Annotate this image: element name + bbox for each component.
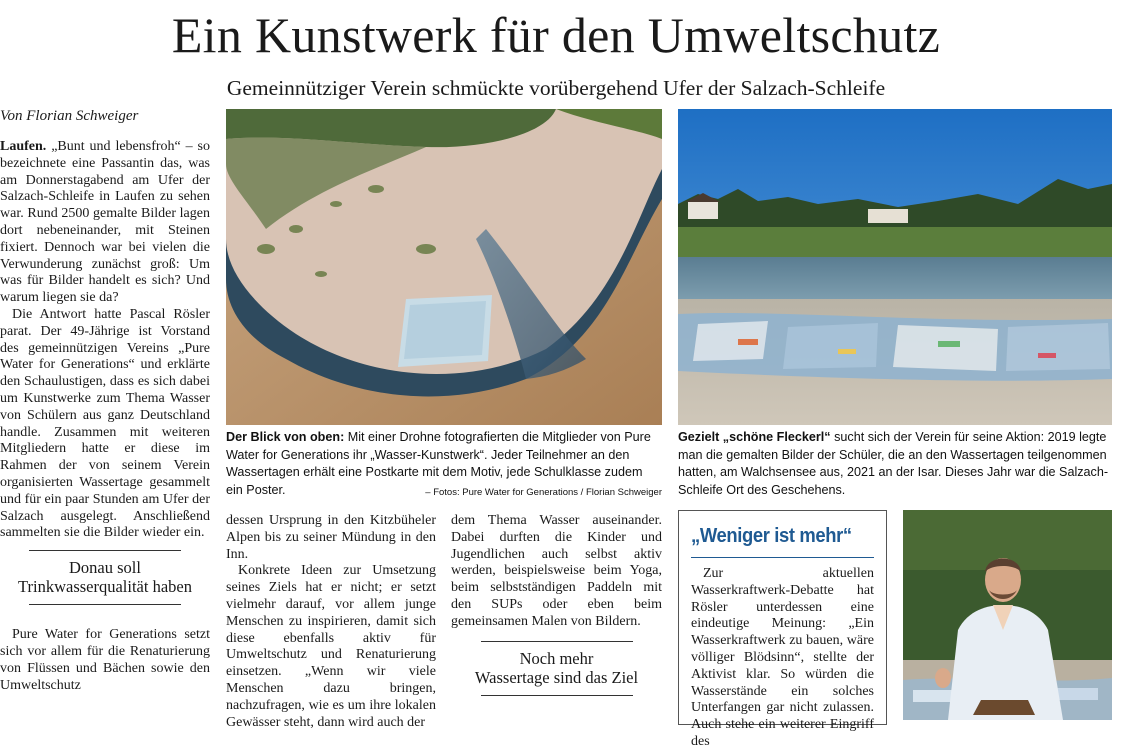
article-column-2 <box>226 513 436 731</box>
paragraph-text: „Bunt und lebensfroh“ – so bezeichnete eine Passantin das, was am Donnerstagabend am Ufer der Salzach-Schleife in Laufen zu sehen war. Rund 2500 gemalte Bilder lagen dort nebeneinander, mit Steinen fixiert. Dennoch war bei vielen die Verwunderung zunächst groß: Um was für Bilder handelt es sich? Und warum liegen sie da? <box>0 139 210 306</box>
riverbank-photo <box>678 109 1112 425</box>
paragraph: Konkrete Ideen zur Umsetzung seines Ziels hat er nicht; er setzt vielmehr darauf, vor allem junge Menschen zu inspirieren, damit sich diese ebenfalls aktiv für Umweltschutz und Renaturierung einsetzen. „Wenn wir viele Menschen dazu bringen, nachzufragen, wie es um ihre lokalen Gewässer steht, dann wird auch der <box>226 563 436 730</box>
paragraph: Die Antwort hatte Pascal Rösler parat. Der 49-Jährige ist Vorstand des gemeinnützigen Vereins „Pure Water for Generations“ und erklärte den Schaulustigen, dass es sich dabei um Kunstwerke zum Thema Wasser von Schülern aus ganz Deutschland handle. Zusammen mit weiteren Mitgliedern hatte er diese im Rahmen der von seinem Verein organisierten Wassertage gesammelt und für ein paar Stunden am Ufer der Salzach ausgelegt. Anschließend sammelten sie die Bilder wieder ein. <box>0 306 210 541</box>
paragraph: Pure Water for Generations setzt sich vor allem für die Renaturierung von Flüssen und Bächen sowie den Umweltschutz <box>0 627 210 693</box>
paragraph: dessen Ursprung in den Kitzbüheler Alpen bis zu seiner Mündung in den Inn. <box>226 513 436 562</box>
portrait-photo <box>903 510 1112 720</box>
aerial-photo <box>226 109 662 425</box>
article-column-3 <box>451 513 662 696</box>
section-subheading: Donau soll Trinkwasserqualität haben <box>18 558 192 597</box>
divider <box>691 557 874 558</box>
byline: Von Florian Schweiger <box>0 108 139 124</box>
photo-credit: – Fotos: Pure Water for Generations / Florian Schweiger <box>425 486 662 498</box>
section-subheading: Noch mehr Wassertage sind das Ziel <box>474 648 639 687</box>
divider <box>481 695 633 696</box>
paragraph <box>0 139 210 307</box>
photo-caption-2: Gezielt „schöne Fleckerl“ sucht sich der Verein für seine Aktion: 2019 legte man die gemalten Bilder der Schüler, die an den Wassertagen teilgenommen hatten, am Walchsensee aus, 2021 an der Isar. Dieses Jahr war die Salzach-Schleife Ort des Geschehens. <box>678 430 1109 497</box>
sidebar-box <box>678 510 887 749</box>
paragraph: Zur aktuellen Wasserkraftwerk-Debatte hat Rösler unterdessen eine eindeutige Meinung: „Ein Wasserkraftwerk zu bauen, wäre völliger Blödsinn“, stellte der Aktivist klar. So würden die Wasserstände ein solches Unterfangen gar nicht zulassen. Auch stehe ein weiterer Eingriff des <box>691 566 874 749</box>
article-column-1 <box>0 139 210 694</box>
dateline: Laufen. <box>0 139 47 154</box>
headline: Ein Kunstwerk für den Umweltschutz <box>171 7 941 63</box>
paragraph: dem Thema Wasser auseinander. Dabei durften die Kinder und Jugendlichen auch selbst aktiv werden, beispielsweise beim Yoga, beim selbstständigen Paddeln mit den SUPs oder eben beim gemeinsamen Malen von Bildern. <box>451 513 662 629</box>
box-title: „Weniger ist mehr“ <box>691 525 852 547</box>
subheadline: Gemeinnütziger Verein schmückte vorübergehend Ufer der Salzach-Schleife <box>226 76 886 100</box>
photo-caption-1: Der Blick von oben: Mit einer Drohne fotografierten die Mitglieder von Pure Water for Generations ihr „Wasser-Kunstwerk“. Jeder Teilnehmer an den Wassertagen erhält eine Postkarte mit dem Motiv, jede Schulklasse zudem ein Poster. – Fotos: Pure Water for Generations / Florian Schweiger <box>226 429 662 501</box>
